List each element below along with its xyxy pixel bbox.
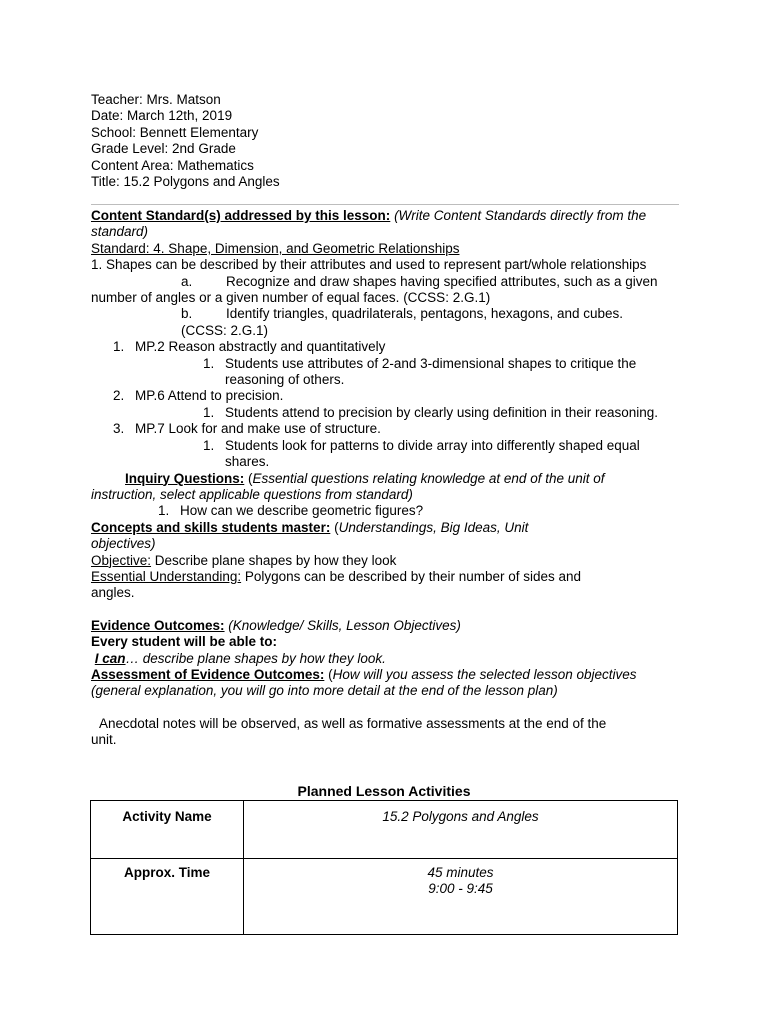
anecdotal-notes: Anecdotal notes will be observed, as well as formative assessments at the end of the bbox=[99, 715, 607, 731]
mp-text: MP.2 Reason abstractly and quantitatively bbox=[135, 339, 386, 355]
school-line: School: Bennett Elementary bbox=[91, 124, 259, 140]
content-area-line: Content Area: Mathematics bbox=[91, 157, 254, 173]
spacer bbox=[91, 700, 681, 716]
lesson-header bbox=[91, 92, 280, 190]
evidence-section bbox=[91, 618, 681, 667]
sub-point-b-text: Identify triangles, quadrilaterals, pentagons, hexagons, and cubes. bbox=[226, 306, 624, 322]
content-standards-note: (Write Content Standards directly from the bbox=[390, 208, 647, 223]
i-can-text: … describe plane shapes by how they look. bbox=[125, 650, 386, 666]
mp-item bbox=[91, 339, 681, 355]
assessment-note: How will you assess the selected lesson objectives bbox=[332, 666, 637, 682]
mp-sub-item bbox=[91, 405, 681, 421]
inquiry-question-text: How can we describe geometric figures? bbox=[180, 503, 424, 519]
inquiry-question bbox=[91, 503, 681, 519]
mp-text: MP.6 Attend to precision. bbox=[135, 388, 284, 404]
anecdotal-notes-cont: unit. bbox=[91, 732, 117, 748]
evidence-note: (Knowledge/ Skills, Lesson Objectives) bbox=[224, 617, 461, 633]
inquiry-heading: Inquiry Questions: bbox=[125, 470, 245, 486]
activity-name-text: 15.2 Polygons and Angles bbox=[382, 809, 539, 824]
sub-point-b-cont: (CCSS: 2.G.1) bbox=[181, 322, 269, 338]
mp-sub-text-cont: shares. bbox=[225, 454, 270, 470]
sub-point-a bbox=[91, 274, 681, 290]
table-row bbox=[91, 859, 678, 935]
concepts-section bbox=[91, 520, 681, 602]
mp-number: 3. bbox=[113, 421, 125, 437]
objective-label: Objective: bbox=[91, 552, 152, 568]
sub-point-b-label: b. bbox=[181, 306, 193, 322]
inquiry-paren: ( bbox=[244, 470, 253, 486]
activity-name-label: Activity Name bbox=[91, 801, 244, 859]
title-line: Title: 15.2 Polygons and Angles bbox=[91, 174, 280, 190]
mp-sub-item bbox=[91, 438, 681, 454]
i-can-label: I can bbox=[94, 650, 126, 666]
planned-activities-title: Planned Lesson Activities bbox=[297, 783, 471, 799]
mp-sub-text-cont: reasoning of others. bbox=[225, 372, 345, 388]
every-student-line: Every student will be able to: bbox=[91, 634, 278, 650]
essential-understanding-label: Essential Understanding: bbox=[91, 568, 242, 584]
concepts-note: Understandings, Big Ideas, Unit bbox=[338, 519, 529, 535]
mp-sub-text: Students use attributes of 2-and 3-dimensional shapes to critique the bbox=[225, 355, 637, 371]
sub-point-a-label: a. bbox=[181, 273, 193, 289]
concepts-heading: Concepts and skills students master: bbox=[91, 519, 331, 535]
concepts-note-cont: objectives) bbox=[91, 536, 156, 552]
objective-text: Describe plane shapes by how they look bbox=[151, 552, 397, 568]
mp-sub-number: 1. bbox=[203, 437, 215, 453]
mp-number: 1. bbox=[113, 339, 125, 355]
activity-name-value bbox=[244, 801, 678, 859]
content-standards-heading: Content Standard(s) addressed by this lesson: bbox=[91, 208, 391, 223]
approx-time-range: 9:00 - 9:45 bbox=[428, 881, 493, 897]
spacer bbox=[91, 602, 681, 618]
approx-time-value bbox=[244, 859, 678, 935]
lesson-body bbox=[91, 208, 681, 749]
mp-sub-number: 1. bbox=[203, 355, 215, 371]
sub-point-b bbox=[91, 306, 681, 322]
assessment-paren: ( bbox=[324, 666, 333, 682]
approx-time-label: Approx. Time bbox=[91, 859, 244, 935]
assessment-section bbox=[91, 667, 681, 749]
mp-number: 2. bbox=[113, 388, 125, 404]
mp-item bbox=[91, 388, 681, 404]
content-standards-section bbox=[91, 208, 681, 471]
concepts-paren: ( bbox=[330, 519, 339, 535]
mp-sub-number: 1. bbox=[203, 404, 215, 420]
standard-point-1: 1. Shapes can be described by their attributes and used to represent part/whole relationships bbox=[91, 257, 647, 273]
inquiry-note: Essential questions relating knowledge at end of the unit of bbox=[252, 470, 605, 486]
teacher-line: Teacher: Mrs. Matson bbox=[91, 92, 221, 107]
grade-line: Grade Level: 2nd Grade bbox=[91, 141, 236, 157]
mp-item bbox=[91, 421, 681, 437]
standard-line: Standard: 4. Shape, Dimension, and Geometric Relationships bbox=[91, 240, 460, 256]
section-divider bbox=[91, 204, 679, 205]
content-standards-note-cont: standard) bbox=[91, 224, 149, 240]
assessment-heading: Assessment of Evidence Outcomes: bbox=[91, 666, 325, 682]
essential-understanding-text: Polygons can be described by their number of sides and bbox=[241, 568, 582, 584]
essential-understanding-cont: angles. bbox=[91, 585, 135, 601]
inquiry-note-cont: instruction, select applicable questions from standard) bbox=[91, 486, 413, 502]
inquiry-question-number: 1. bbox=[158, 503, 170, 519]
evidence-heading: Evidence Outcomes: bbox=[91, 617, 225, 633]
approx-time-duration: 45 minutes bbox=[427, 865, 494, 880]
sub-point-a-text: Recognize and draw shapes having specified attributes, such as a given bbox=[226, 273, 658, 289]
inquiry-section bbox=[91, 471, 681, 520]
sub-point-a-cont: number of angles or a given number of equal faces. (CCSS: 2.G.1) bbox=[91, 290, 491, 306]
mp-sub-text: Students attend to precision by clearly using definition in their reasoning. bbox=[225, 404, 659, 420]
assessment-note-cont: (general explanation, you will go into more detail at the end of the lesson plan) bbox=[91, 683, 558, 699]
table-row bbox=[91, 801, 678, 859]
mp-sub-item bbox=[91, 356, 681, 372]
planned-activities-table bbox=[90, 800, 678, 935]
mp-sub-text: Students look for patterns to divide array into differently shaped equal bbox=[225, 437, 640, 453]
date-line: Date: March 12th, 2019 bbox=[91, 108, 233, 124]
mp-text: MP.7 Look for and make use of structure. bbox=[135, 421, 381, 437]
